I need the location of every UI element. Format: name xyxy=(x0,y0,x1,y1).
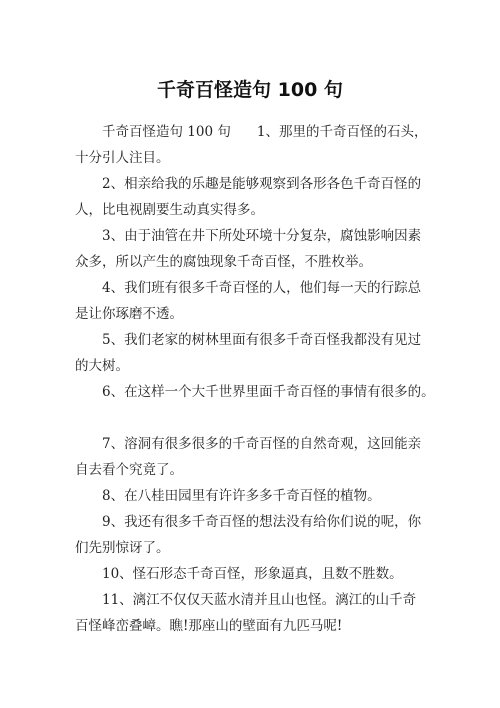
paragraph-line: 2、相亲给我的乐趣是能够观察到各形各色千奇百怪的 xyxy=(102,176,422,192)
paragraph-line: 7、溶洞有很多很多的千奇百怪的自然奇观，这回能亲 xyxy=(102,436,422,452)
paragraph-line: 众多，所以产生的腐蚀现象千奇百怪，不胜枚举。 xyxy=(75,254,372,270)
paragraph-line: 6、在这样一个大千世界里面千奇百怪的事情有很多的。 xyxy=(102,384,435,400)
intro-title: 千奇百怪造句 100 句 xyxy=(102,124,231,140)
paragraph-3 xyxy=(75,223,435,275)
paragraph-line: 十分引人注目。 xyxy=(75,150,170,166)
paragraph-line: 4、我们班有很多千奇百怪的人，他们每一天的行踪总 xyxy=(102,280,422,296)
paragraph-8 xyxy=(75,483,435,509)
paragraph-line: 是让你琢磨不透。 xyxy=(75,306,183,322)
paragraph-line: 5、我们老家的树林里面有很多千奇百怪我都没有见过 xyxy=(102,332,422,348)
document-body xyxy=(75,119,435,639)
paragraph-line: 百怪峰峦叠嶂。瞧!那座山的壁面有九匹马呢! xyxy=(75,618,343,634)
paragraph-line: 10、怪石形态千奇百怪，形象逼真，且数不胜数。 xyxy=(102,566,403,582)
paragraph-7 xyxy=(75,431,435,483)
paragraph-line: 3、由于油管在井下所处环境十分复杂，腐蚀影响因素 xyxy=(102,228,422,244)
paragraph-line: 的大树。 xyxy=(75,358,129,374)
paragraph-line: 9、我还有很多千奇百怪的想法没有给你们说的呢，你 xyxy=(102,514,422,530)
paragraph-6 xyxy=(75,379,435,405)
paragraph-line: 们先别惊讶了。 xyxy=(75,540,170,556)
paragraph-4 xyxy=(75,275,435,327)
paragraph-line xyxy=(75,119,435,145)
paragraph-gap xyxy=(75,405,435,431)
paragraph-11 xyxy=(75,587,435,639)
paragraph-line: 11、漓江不仅仅天蓝水清并且山也怪。漓江的山千奇 xyxy=(102,592,417,608)
paragraph-5 xyxy=(75,327,435,379)
paragraph-line: 人，比电视剧要生动真实得多。 xyxy=(75,202,264,218)
paragraph-9 xyxy=(75,509,435,561)
paragraph-2 xyxy=(75,171,435,223)
paragraph-line: 自去看个究竟了。 xyxy=(75,462,183,478)
paragraph-line: 8、在八桂田园里有许许多多千奇百怪的植物。 xyxy=(102,488,381,504)
paragraph-1 xyxy=(75,119,435,171)
paragraph-text: 1、那里的千奇百怪的石头， xyxy=(256,124,428,140)
paragraph-10 xyxy=(75,561,435,587)
document-title: 千奇百怪造句 100 句 xyxy=(157,79,343,101)
